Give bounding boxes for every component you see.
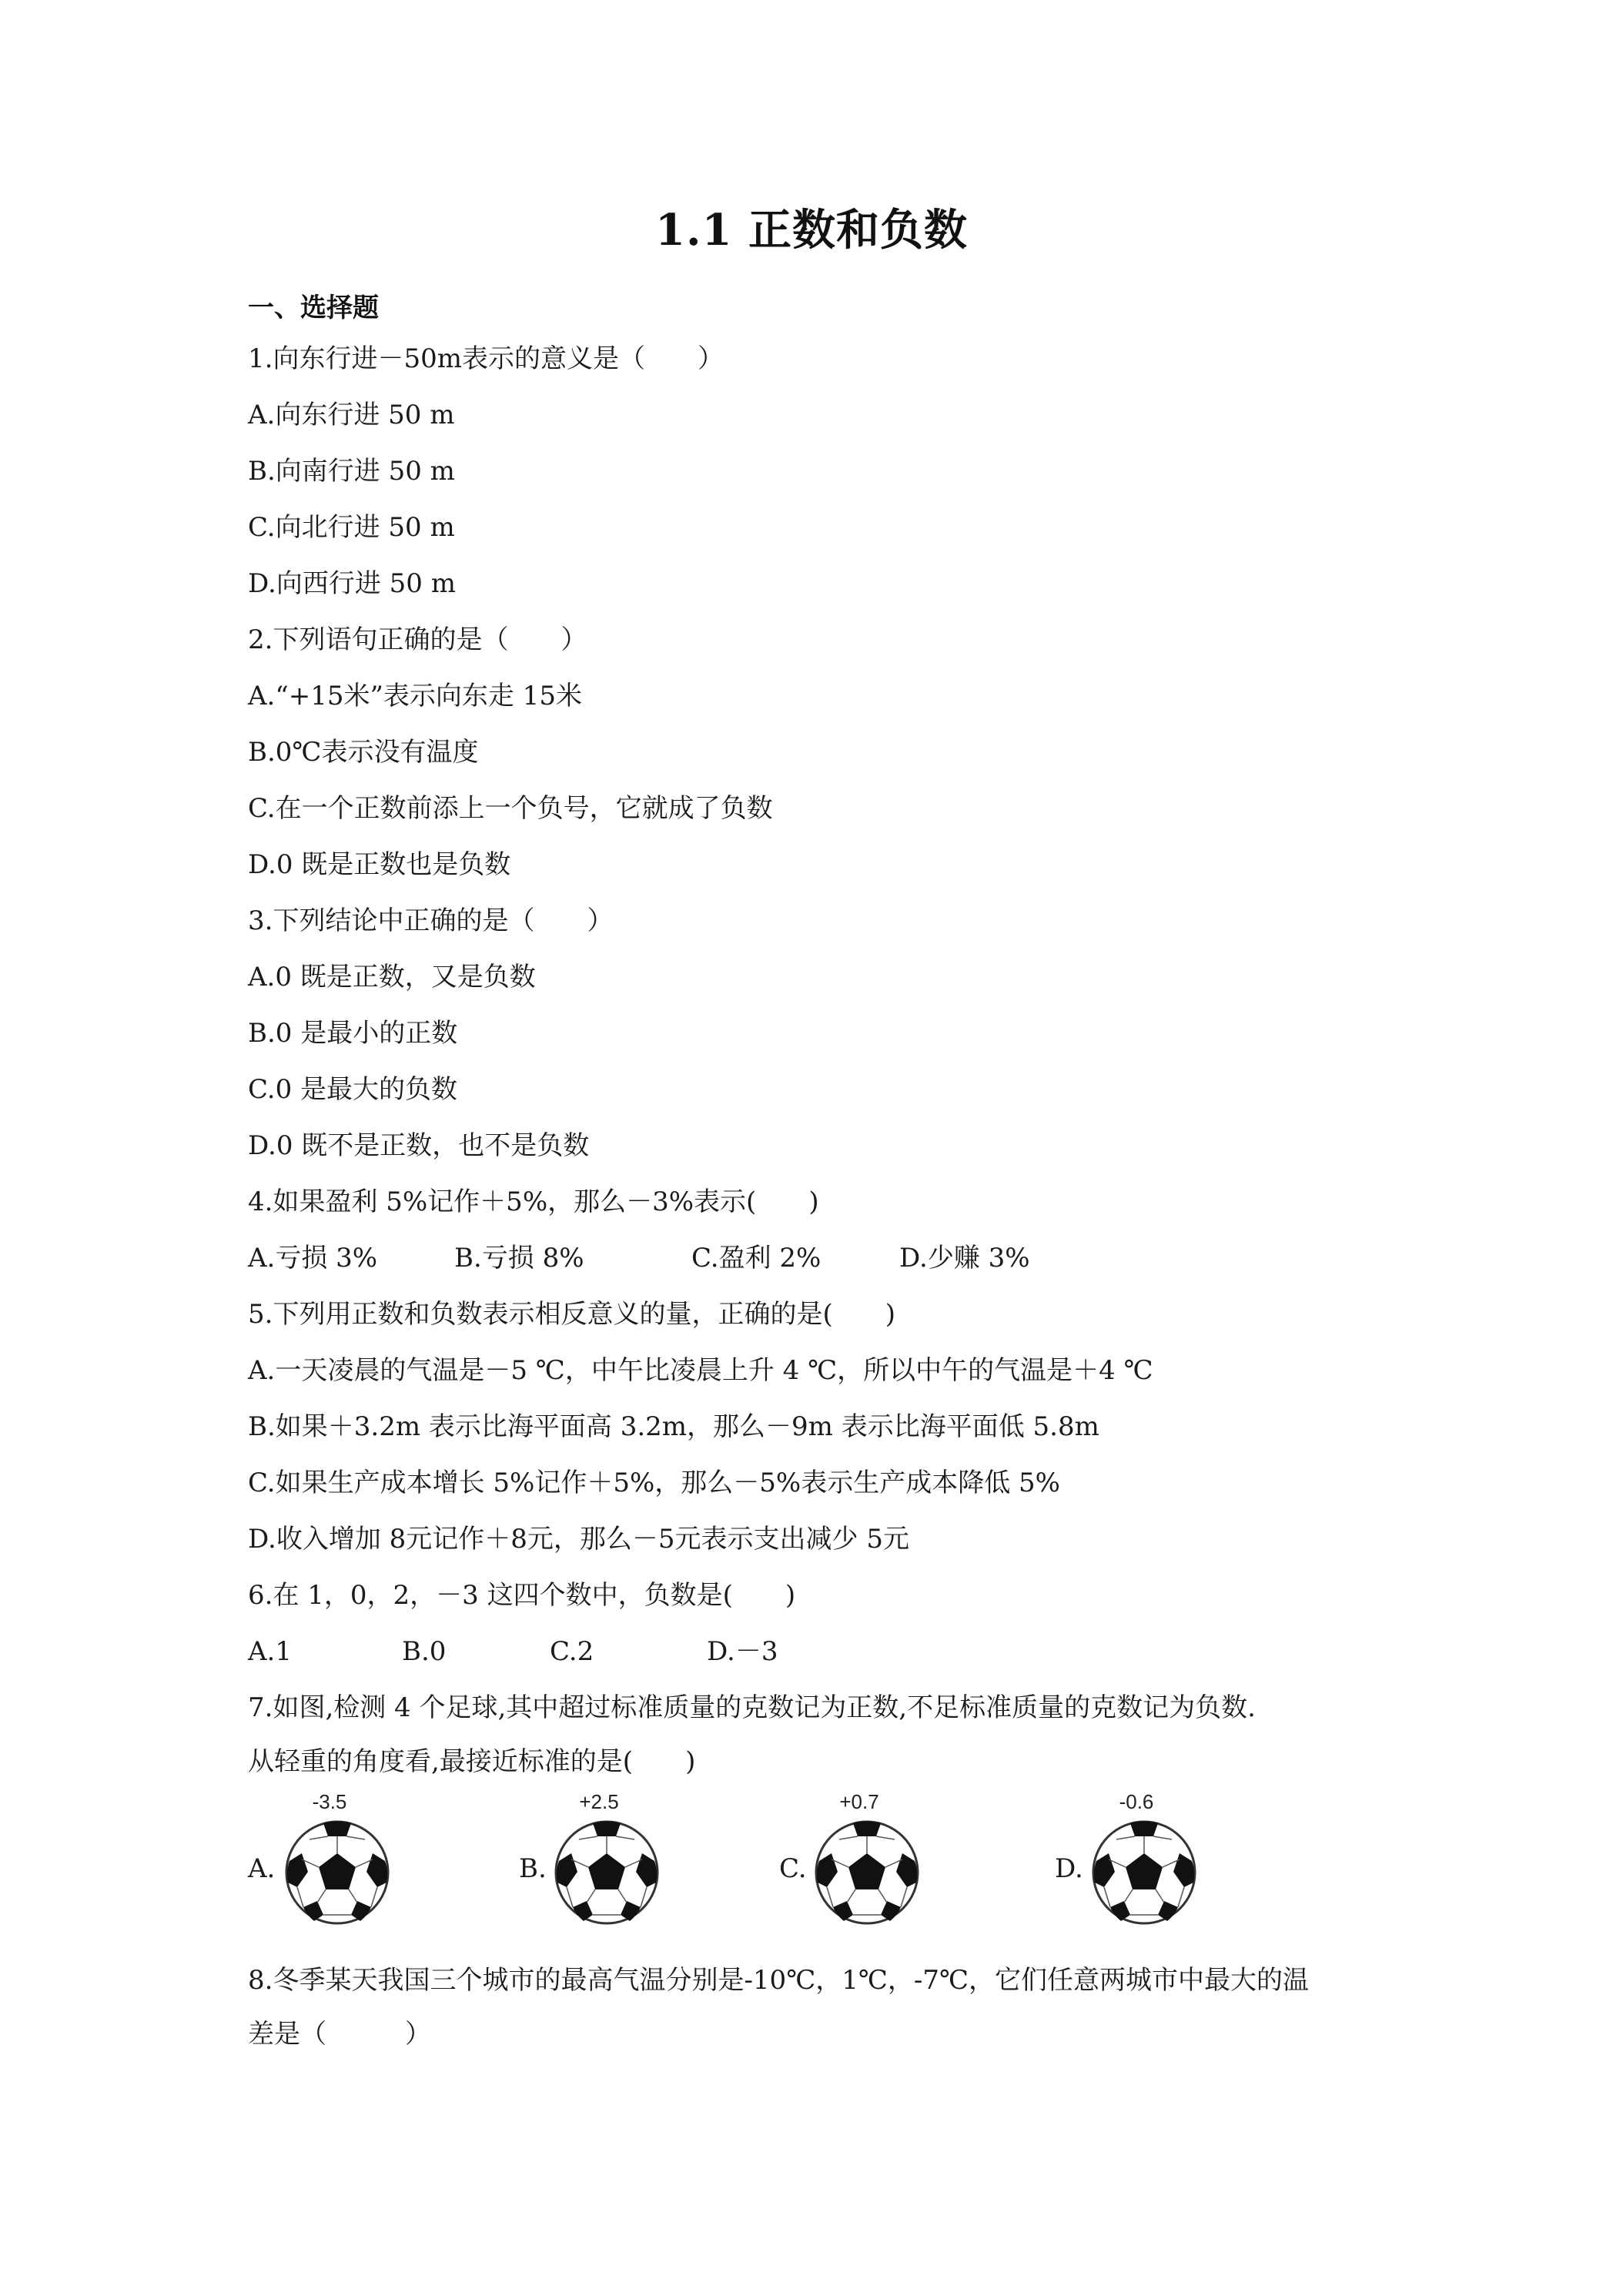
- question-4-option-b: B.亏损 8%: [454, 1243, 584, 1274]
- question-1-option-a: A.向东行进 50 m: [248, 400, 455, 430]
- question-7-figure: [0, 1790, 1623, 1929]
- soccer-ball-icon: [813, 1816, 921, 1929]
- question-8-stem-line-1: 8.冬季某天我国三个城市的最高气温分别是-10℃，1℃，-7℃，它们任意两城市中最大的温: [248, 1965, 1310, 1996]
- question-4-option-d: D.少赚 3%: [899, 1243, 1030, 1274]
- question-1-stem: 1.向东行进－50m表示的意义是（ ）: [248, 343, 724, 374]
- question-3-option-a: A.0 既是正数，又是负数: [248, 962, 536, 992]
- question-3-stem: 3.下列结论中正确的是（ ）: [248, 905, 614, 936]
- question-4-option-a: A.亏损 3%: [248, 1243, 378, 1274]
- question-2-option-c: C.在一个正数前添上一个负号，它就成了负数: [248, 793, 773, 824]
- ball-option-c-letter: C.: [779, 1853, 807, 1884]
- question-5-option-d: D.收入增加 8元记作＋8元，那么－5元表示支出减少 5元: [248, 1524, 909, 1555]
- soccer-ball-icon: [553, 1816, 661, 1929]
- question-1-option-c: C.向北行进 50 m: [248, 512, 455, 543]
- question-6-option-a: A.1: [248, 1636, 292, 1667]
- ball-option-b-weight: +2.5: [579, 1790, 619, 1813]
- question-5-stem: 5.下列用正数和负数表示相反意义的量，正确的是( ): [248, 1299, 895, 1330]
- question-2-stem: 2.下列语句正确的是（ ）: [248, 624, 587, 655]
- ball-option-d-weight: -0.6: [1119, 1790, 1154, 1813]
- question-5-option-a: A.一天凌晨的气温是－5 ℃，中午比凌晨上升 4 ℃，所以中午的气温是＋4 ℃: [248, 1355, 1153, 1386]
- question-1-option-d: D.向西行进 50 m: [248, 568, 456, 599]
- question-6-option-c: C.2: [550, 1636, 594, 1667]
- section-heading: 一、选择题: [248, 293, 379, 323]
- ball-option-c-weight: +0.7: [839, 1790, 879, 1813]
- question-3-option-d: D.0 既不是正数，也不是负数: [248, 1130, 590, 1161]
- question-6-option-d: D.－3: [707, 1636, 778, 1667]
- question-4-option-c: C.盈利 2%: [691, 1243, 822, 1274]
- ball-option-d-letter: D.: [1055, 1853, 1083, 1884]
- ball-option-b: [519, 1790, 688, 1929]
- question-7-stem-line-1: 7.如图,检测 4 个足球,其中超过标准质量的克数记为正数,不足标准质量的克数记为负数.: [248, 1692, 1256, 1723]
- ball-option-c: [779, 1790, 949, 1929]
- ball-option-a: [248, 1790, 417, 1929]
- question-2-option-b: B.0℃表示没有温度: [248, 737, 479, 768]
- question-6-stem: 6.在 1，0，2，－3 这四个数中，负数是( ): [248, 1580, 796, 1611]
- question-2-option-d: D.0 既是正数也是负数: [248, 849, 511, 880]
- ball-option-b-letter: B.: [519, 1853, 547, 1884]
- question-3-option-c: C.0 是最大的负数: [248, 1074, 458, 1105]
- question-7-stem-line-2: 从轻重的角度看,最接近标准的是( ): [248, 1746, 696, 1777]
- question-1-option-b: B.向南行进 50 m: [248, 456, 455, 487]
- soccer-ball-icon: [1090, 1816, 1198, 1929]
- question-3-option-b: B.0 是最小的正数: [248, 1018, 458, 1049]
- question-6-option-b: B.0: [402, 1636, 447, 1667]
- question-4-stem: 4.如果盈利 5%记作＋5%，那么－3%表示( ): [248, 1186, 819, 1217]
- ball-option-d: [1055, 1790, 1224, 1929]
- question-2-option-a: A.“+15米”表示向东走 15米: [248, 681, 582, 711]
- question-8-stem-line-2: 差是（ ）: [248, 2019, 431, 2050]
- ball-option-a-weight: -3.5: [312, 1790, 347, 1813]
- soccer-ball-icon: [283, 1816, 391, 1929]
- question-5-option-b: B.如果＋3.2m 表示比海平面高 3.2m，那么－9m 表示比海平面低 5.8m: [248, 1411, 1099, 1442]
- page-title: 1.1 正数和负数: [655, 205, 968, 256]
- ball-option-a-letter: A.: [248, 1853, 276, 1884]
- question-5-option-c: C.如果生产成本增长 5%记作＋5%，那么－5%表示生产成本降低 5%: [248, 1468, 1060, 1498]
